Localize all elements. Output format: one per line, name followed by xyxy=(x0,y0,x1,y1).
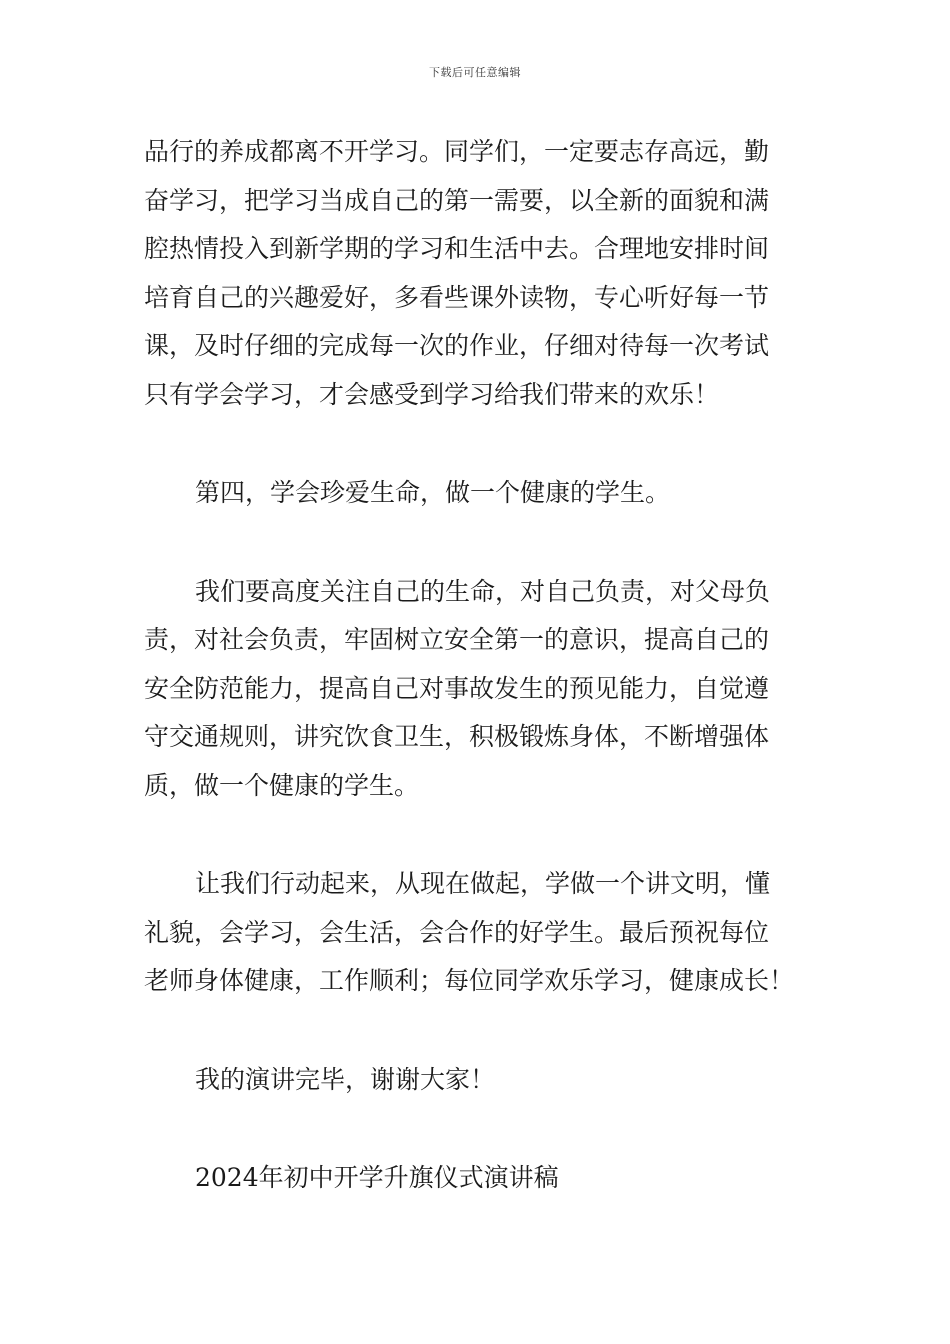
text-line: 2024年初中开学升旗仪式演讲稿 xyxy=(195,1163,559,1192)
text-line: 我的演讲完毕，谢谢大家！ xyxy=(195,1064,496,1094)
paragraph-gap xyxy=(144,419,808,469)
text-line: 课，及时仔细的完成每一次的作业，仔细对待每一次考试 xyxy=(144,331,770,360)
text-line: 我们要高度关注自己的生命，对自己负责，对父母负 xyxy=(195,576,771,606)
paragraph-heading-four xyxy=(144,469,808,518)
paragraph-safety xyxy=(144,568,808,811)
text-line: 让我们行动起来，从现在做起，学做一个讲文明，懂 xyxy=(195,869,771,898)
paragraph-closing xyxy=(144,1056,808,1105)
header-note: 下载后可任意编辑 xyxy=(429,66,521,79)
text-line: 责，对社会负责，牢固树立安全第一的意识，提高自己的 xyxy=(144,625,770,654)
paragraph-action xyxy=(144,860,808,1006)
document-body xyxy=(144,128,808,1203)
text-line: 品行的养成都离不开学习。同学们，一定要志存高远，勤 xyxy=(144,137,770,166)
text-line: 守交通规则，讲究饮食卫生，积极锻炼身体，不断增强体 xyxy=(144,722,770,751)
text-line: 培育自己的兴趣爱好，多看些课外读物，专心听好每一节 xyxy=(144,282,770,312)
paragraph-study xyxy=(144,128,808,419)
paragraph-gap xyxy=(144,1104,808,1154)
text-line: 质，做一个健康的学生。 xyxy=(144,770,420,800)
text-line: 奋学习，把学习当成自己的第一需要，以全新的面貌和满 xyxy=(144,185,770,215)
text-line: 老师身体健康，工作顺利；每位同学欢乐学习，健康成长！ xyxy=(144,966,795,995)
text-line: 安全防范能力，提高自己对事故发生的预见能力，自觉遵 xyxy=(144,673,770,703)
paragraph-gap xyxy=(144,1006,808,1056)
text-line: 腔热情投入到新学期的学习和生活中去。合理地安排时间 xyxy=(144,234,770,263)
text-line: 礼貌，会学习，会生活，会合作的好学生。最后预祝每位 xyxy=(144,917,770,947)
paragraph-gap xyxy=(144,810,808,860)
text-line: 只有学会学习，才会感受到学习给我们带来的欢乐！ xyxy=(144,379,720,409)
paragraph-gap xyxy=(144,518,808,568)
document-next-title xyxy=(144,1154,808,1203)
text-line: 第四，学会珍爱生命，做一个健康的学生。 xyxy=(195,478,671,507)
